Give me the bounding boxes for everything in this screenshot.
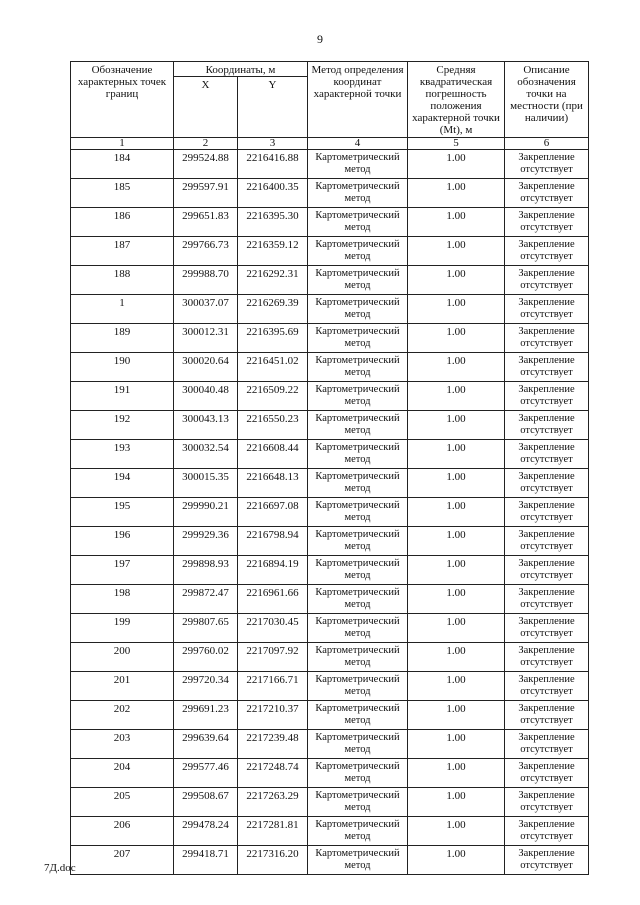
cell-method: Картометрический метод: [308, 846, 408, 875]
cell-error: 1.00: [408, 208, 505, 237]
header-x: X: [174, 77, 238, 138]
cell-desc: Закрепление отсутствует: [505, 759, 589, 788]
cell-error: 1.00: [408, 353, 505, 382]
cell-y: 2216798.94: [238, 527, 308, 556]
header-description: Описание обозначения точки на местности (при наличии): [505, 62, 589, 138]
table-row: [71, 295, 589, 324]
cell-error: 1.00: [408, 179, 505, 208]
cell-x: 299524.88: [174, 150, 238, 179]
cell-point: 202: [71, 701, 174, 730]
cell-x: 299577.46: [174, 759, 238, 788]
cell-error: 1.00: [408, 440, 505, 469]
cell-point: 207: [71, 846, 174, 875]
cell-desc: Закрепление отсутствует: [505, 440, 589, 469]
cell-desc: Закрепление отсутствует: [505, 382, 589, 411]
header-error: Средняя квадратическая погрешность положения характерной точки (Mt), м: [408, 62, 505, 138]
cell-y: 2216269.39: [238, 295, 308, 324]
cell-y: 2216648.13: [238, 469, 308, 498]
header-method: Метод определения координат характерной точки: [308, 62, 408, 138]
cell-point: 185: [71, 179, 174, 208]
table-row: [71, 150, 589, 179]
cell-method: Картометрический метод: [308, 759, 408, 788]
cell-error: 1.00: [408, 411, 505, 440]
cell-x: 300043.13: [174, 411, 238, 440]
cell-desc: Закрепление отсутствует: [505, 788, 589, 817]
table-row: [71, 701, 589, 730]
table-row: [71, 411, 589, 440]
cell-x: 299639.64: [174, 730, 238, 759]
cell-desc: Закрепление отсутствует: [505, 179, 589, 208]
cell-point: 198: [71, 585, 174, 614]
cell-point: 184: [71, 150, 174, 179]
column-number: 6: [505, 138, 589, 150]
cell-y: 2217239.48: [238, 730, 308, 759]
page-number: 9: [317, 32, 323, 46]
cell-x: 299988.70: [174, 266, 238, 295]
cell-method: Картометрический метод: [308, 440, 408, 469]
cell-desc: Закрепление отсутствует: [505, 846, 589, 875]
cell-x: 300015.35: [174, 469, 238, 498]
cell-desc: Закрепление отсутствует: [505, 701, 589, 730]
table-row: [71, 672, 589, 701]
table-row: [71, 208, 589, 237]
cell-x: 299898.93: [174, 556, 238, 585]
table-row: [71, 440, 589, 469]
table-row: [71, 556, 589, 585]
cell-y: 2216400.35: [238, 179, 308, 208]
cell-point: 197: [71, 556, 174, 585]
file-label: 7Д.doc: [44, 862, 76, 874]
cell-method: Картометрический метод: [308, 382, 408, 411]
cell-method: Картометрический метод: [308, 643, 408, 672]
cell-point: 189: [71, 324, 174, 353]
cell-error: 1.00: [408, 266, 505, 295]
cell-x: 299691.23: [174, 701, 238, 730]
cell-method: Картометрический метод: [308, 556, 408, 585]
cell-method: Картометрический метод: [308, 498, 408, 527]
cell-error: 1.00: [408, 382, 505, 411]
table-row: [71, 469, 589, 498]
cell-x: 299760.02: [174, 643, 238, 672]
cell-error: 1.00: [408, 817, 505, 846]
cell-method: Картометрический метод: [308, 614, 408, 643]
cell-point: 187: [71, 237, 174, 266]
cell-desc: Закрепление отсутствует: [505, 556, 589, 585]
cell-y: 2217263.29: [238, 788, 308, 817]
table-row: [71, 759, 589, 788]
cell-x: 299720.34: [174, 672, 238, 701]
header-coordinates: Координаты, м: [174, 62, 308, 77]
cell-y: 2217316.20: [238, 846, 308, 875]
table-row: [71, 498, 589, 527]
header-y: Y: [238, 77, 308, 138]
cell-method: Картометрический метод: [308, 150, 408, 179]
cell-error: 1.00: [408, 701, 505, 730]
cell-y: 2216395.30: [238, 208, 308, 237]
cell-point: 196: [71, 527, 174, 556]
cell-error: 1.00: [408, 643, 505, 672]
cell-y: 2217030.45: [238, 614, 308, 643]
cell-error: 1.00: [408, 730, 505, 759]
cell-point: 193: [71, 440, 174, 469]
cell-desc: Закрепление отсутствует: [505, 411, 589, 440]
column-number: 2: [174, 138, 238, 150]
cell-y: 2216697.08: [238, 498, 308, 527]
cell-x: 299990.21: [174, 498, 238, 527]
cell-desc: Закрепление отсутствует: [505, 469, 589, 498]
cell-desc: Закрепление отсутствует: [505, 266, 589, 295]
column-number: 5: [408, 138, 505, 150]
cell-y: 2216550.23: [238, 411, 308, 440]
cell-error: 1.00: [408, 527, 505, 556]
cell-method: Картометрический метод: [308, 701, 408, 730]
table-row: [71, 353, 589, 382]
cell-method: Картометрический метод: [308, 730, 408, 759]
cell-y: 2217281.81: [238, 817, 308, 846]
cell-method: Картометрический метод: [308, 527, 408, 556]
table-row: [71, 614, 589, 643]
cell-y: 2217248.74: [238, 759, 308, 788]
cell-point: 205: [71, 788, 174, 817]
cell-point: 191: [71, 382, 174, 411]
cell-method: Картометрический метод: [308, 208, 408, 237]
cell-y: 2216894.19: [238, 556, 308, 585]
cell-y: 2217166.71: [238, 672, 308, 701]
cell-x: 299478.24: [174, 817, 238, 846]
cell-method: Картометрический метод: [308, 295, 408, 324]
cell-y: 2216608.44: [238, 440, 308, 469]
cell-point: 199: [71, 614, 174, 643]
cell-method: Картометрический метод: [308, 237, 408, 266]
cell-method: Картометрический метод: [308, 469, 408, 498]
cell-point: 186: [71, 208, 174, 237]
column-numbers-row: [71, 138, 589, 150]
cell-point: 203: [71, 730, 174, 759]
cell-error: 1.00: [408, 556, 505, 585]
cell-desc: Закрепление отсутствует: [505, 237, 589, 266]
cell-x: 299651.83: [174, 208, 238, 237]
table-row: [71, 788, 589, 817]
cell-y: 2216395.69: [238, 324, 308, 353]
cell-x: 299807.65: [174, 614, 238, 643]
cell-point: 194: [71, 469, 174, 498]
table-row: [71, 730, 589, 759]
cell-desc: Закрепление отсутствует: [505, 208, 589, 237]
cell-method: Картометрический метод: [308, 817, 408, 846]
cell-error: 1.00: [408, 846, 505, 875]
cell-desc: Закрепление отсутствует: [505, 295, 589, 324]
cell-point: 195: [71, 498, 174, 527]
cell-method: Картометрический метод: [308, 353, 408, 382]
table-row: [71, 237, 589, 266]
cell-error: 1.00: [408, 469, 505, 498]
cell-x: 300037.07: [174, 295, 238, 324]
cell-point: 188: [71, 266, 174, 295]
cell-method: Картометрический метод: [308, 324, 408, 353]
cell-x: 300040.48: [174, 382, 238, 411]
cell-x: 299766.73: [174, 237, 238, 266]
cell-desc: Закрепление отсутствует: [505, 643, 589, 672]
cell-point: 190: [71, 353, 174, 382]
cell-error: 1.00: [408, 498, 505, 527]
cell-point: 206: [71, 817, 174, 846]
table-body: [71, 150, 589, 875]
cell-error: 1.00: [408, 759, 505, 788]
cell-method: Картометрический метод: [308, 672, 408, 701]
table-row: [71, 266, 589, 295]
cell-desc: Закрепление отсутствует: [505, 585, 589, 614]
cell-desc: Закрепление отсутствует: [505, 817, 589, 846]
table-row: [71, 817, 589, 846]
cell-error: 1.00: [408, 150, 505, 179]
cell-y: 2216509.22: [238, 382, 308, 411]
table-row: [71, 643, 589, 672]
header-point-designation: Обозначение характерных точек границ: [71, 62, 174, 138]
cell-error: 1.00: [408, 788, 505, 817]
cell-x: 299597.91: [174, 179, 238, 208]
cell-desc: Закрепление отсутствует: [505, 324, 589, 353]
cell-x: 300020.64: [174, 353, 238, 382]
cell-y: 2216451.02: [238, 353, 308, 382]
cell-y: 2216292.31: [238, 266, 308, 295]
cell-point: 200: [71, 643, 174, 672]
cell-error: 1.00: [408, 614, 505, 643]
cell-desc: Закрепление отсутствует: [505, 150, 589, 179]
cell-desc: Закрепление отсутствует: [505, 614, 589, 643]
table-row: [71, 846, 589, 875]
cell-error: 1.00: [408, 672, 505, 701]
cell-desc: Закрепление отсутствует: [505, 353, 589, 382]
cell-y: 2217210.37: [238, 701, 308, 730]
cell-error: 1.00: [408, 585, 505, 614]
cell-x: 299508.67: [174, 788, 238, 817]
cell-y: 2217097.92: [238, 643, 308, 672]
table-row: [71, 527, 589, 556]
cell-method: Картометрический метод: [308, 585, 408, 614]
column-number: 1: [71, 138, 174, 150]
table-row: [71, 324, 589, 353]
table-row: [71, 585, 589, 614]
cell-x: 300032.54: [174, 440, 238, 469]
cell-error: 1.00: [408, 295, 505, 324]
cell-desc: Закрепление отсутствует: [505, 527, 589, 556]
cell-method: Картометрический метод: [308, 411, 408, 440]
cell-x: 300012.31: [174, 324, 238, 353]
cell-desc: Закрепление отсутствует: [505, 672, 589, 701]
cell-y: 2216961.66: [238, 585, 308, 614]
cell-desc: Закрепление отсутствует: [505, 730, 589, 759]
cell-method: Картометрический метод: [308, 788, 408, 817]
table-row: [71, 382, 589, 411]
cell-method: Картометрический метод: [308, 266, 408, 295]
table-row: [71, 179, 589, 208]
coordinates-table: [70, 61, 589, 875]
cell-point: 204: [71, 759, 174, 788]
cell-y: 2216359.12: [238, 237, 308, 266]
cell-x: 299418.71: [174, 846, 238, 875]
cell-point: 201: [71, 672, 174, 701]
cell-point: 1: [71, 295, 174, 324]
cell-error: 1.00: [408, 324, 505, 353]
column-number: 3: [238, 138, 308, 150]
cell-x: 299872.47: [174, 585, 238, 614]
cell-x: 299929.36: [174, 527, 238, 556]
cell-point: 192: [71, 411, 174, 440]
cell-desc: Закрепление отсутствует: [505, 498, 589, 527]
cell-y: 2216416.88: [238, 150, 308, 179]
cell-method: Картометрический метод: [308, 179, 408, 208]
cell-error: 1.00: [408, 237, 505, 266]
column-number: 4: [308, 138, 408, 150]
